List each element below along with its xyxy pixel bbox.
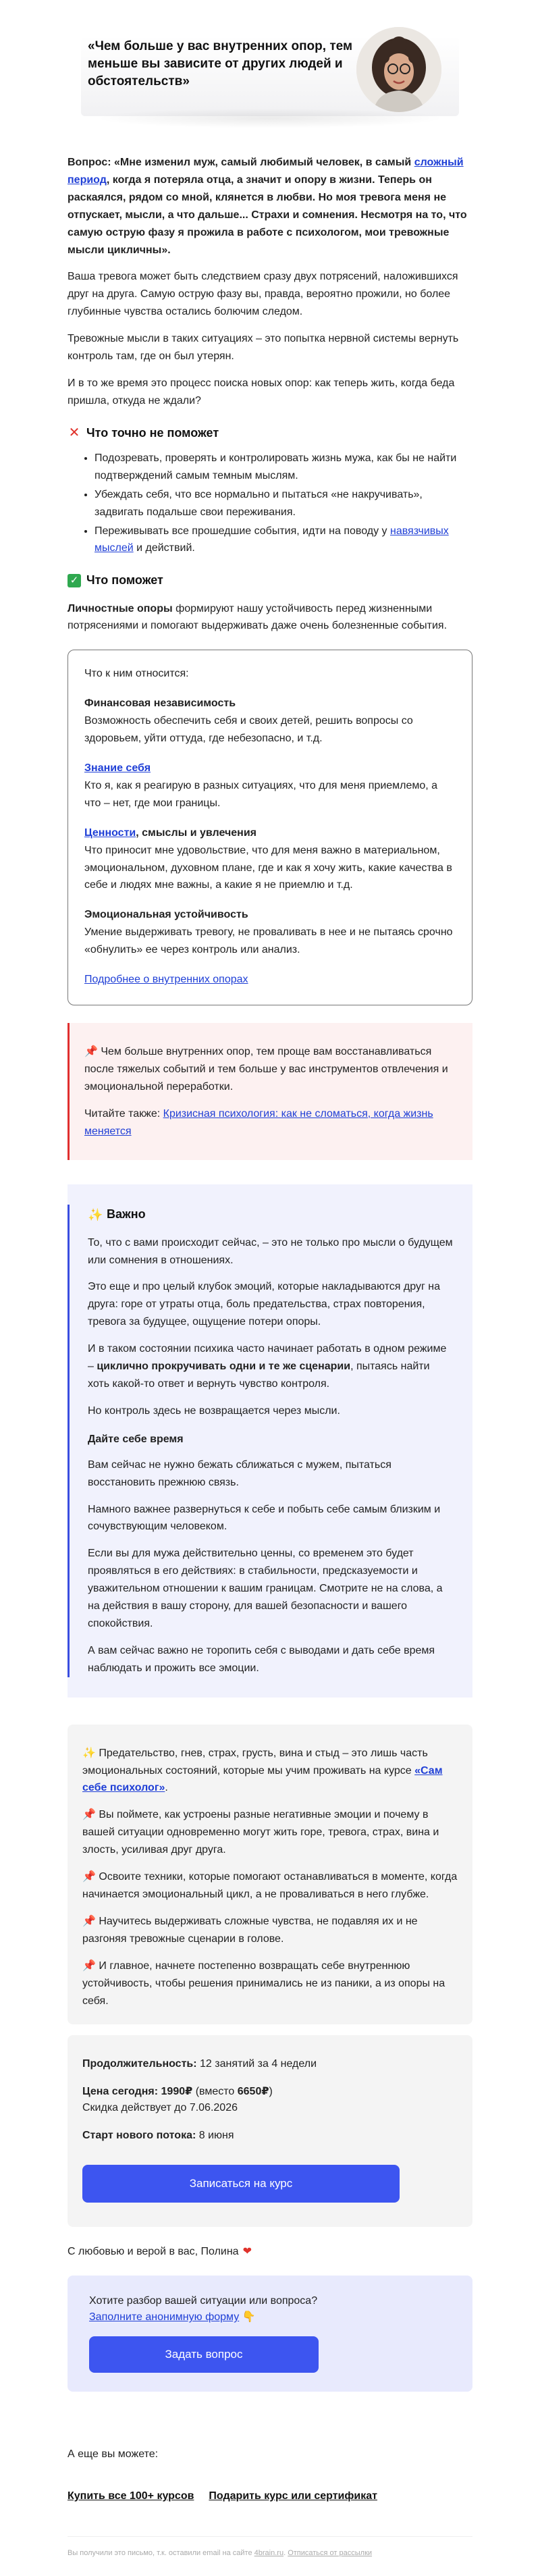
list-item: • Убеждать себя, что все нормально и пытаться «не накручивать», задвигать подальше свои переживания. [94,486,473,521]
important-paragraph: Если вы для мужа действительно ценны, со временем это будет проявляться в его действиях: в стабильности, предсказуемости и уважительном отношении к вашим границам. Смотрите не на слова, а на действия в вашу сторону, для вашей безопасности и вашего спокойствия. [88,1548,443,1629]
email-header [68,27,473,128]
important-paragraph: Намного важнее развернуться к себе и побыть себе самым близким и сочувствующим человеком. [88,1503,441,1533]
link-more-supports[interactable]: Подробнее о внутренних опорах [84,974,248,986]
support-text-emotional: Умение выдерживать тревогу, не проваливать в нее и не пытаясь срочно «обнулить» ее через контроль или анализ. [84,926,453,956]
intro-paragraph-1: Ваша тревога может быть следствием сразу двух потрясений, наложившихся друг на друга. Самую острую фазу вы, правда, вероятно прожили, но более глубинные чувства остались болючим следом. [68,271,458,318]
link-difficult-period[interactable]: сложный период [68,157,464,186]
support-title-self-knowledge [84,760,456,777]
give-time-heading: Дайте себе время [88,1433,184,1445]
heart-icon: ❤ [242,2246,252,2258]
support-text-self-knowledge: Кто я, как я реагирую в разных ситуациях, что для меня приемлемо, а что – нет, где мои границы. [84,779,438,809]
wont-help-list [68,450,473,557]
pin-note-text: 📌 Чем больше внутренних опор, тем проще вам восстанавливаться после тяжелых событий и тем больше у вас инструментов отвлечения и эмоциональной переработки. [84,1045,448,1093]
link-crisis-psychology[interactable]: Кризисная психология: как не сломаться, когда жизнь меняется [84,1107,433,1137]
list-item: • Переживывать все прошедшие события, идти на поводу у навязчивых мыслей и действий. [94,523,473,558]
signature: С любовью и верой в вас, Полина ❤ [68,2243,473,2261]
important-block [68,1184,473,1697]
intro-paragraph-2: Тревожные мысли в таких ситуациях – это попытка нервной системы вернуть контроль там, где он был утерян. [68,333,459,363]
header-title: «Чем больше у вас внутренних опор, тем меньше вы зависите от других людей и обстоятельств» [88,39,352,89]
support-text-values: Что приносит мне удовольствие, что для меня важно в материальном, эмоциональном, духовном плане, где и как я хочу жить, какие качества в себе и людях мне важны, а какие я не приемлю и т.д. [84,844,452,891]
important-paragraph: И в таком состоянии психика часто начинает работать в одном режиме – циклично прокручивать одни и те же сценарии, пытаясь найти хоть какой-то ответ и вернуть чувство контроля. [88,1343,447,1390]
pin-note [68,1023,473,1161]
author-avatar [356,27,441,112]
link-values[interactable]: Ценности [84,826,136,839]
email-footer: Вы получили это письмо, т.к. оставили email на сайте 4brain.ru. Отписаться от рассылки [68,2536,473,2576]
important-bar [68,1205,70,1677]
ask-question-block [68,2276,473,2392]
important-paragraph: А вам сейчас важно не торопить себя с выводами и дать себе время наблюдать и прожить все эмоции. [88,1644,435,1674]
support-title-finance: Финансовая независимость [84,698,236,710]
link-unsubscribe[interactable]: Отписаться от рассылки [288,2548,373,2557]
cross-mark-icon: ✕ [68,425,80,441]
pointing-down-icon: 👇 [242,2311,256,2323]
read-also: Читайте также: Кризисная психология: как не сломаться, когда жизнь меняется [84,1107,433,1137]
will-help-lead: Личностные опоры формируют нашу устойчивость перед жизненными потрясениями и помогают выдерживать даже очень болезненные события. [68,602,448,632]
important-paragraph: То, что с вами происходит сейчас, – это не только про мысли о будущем или сомнения в отношениях. [88,1236,453,1266]
list-item: • Подозревать, проверять и контролировать жизнь мужа, как бы не найти подтверждений самым темным мыслям. [94,450,473,485]
content-column [68,154,473,2576]
supports-more [84,971,456,989]
intro-paragraph-3: И в то же время это процесс поиска новых опор: как теперь жить, когда беда пришла, откуда не ждали? [68,377,455,406]
link-intrusive-thoughts[interactable]: навязчивых мыслей [94,525,449,554]
promo-item: 📌 Научитесь выдерживать сложные чувства, не подавляя их и не разгоняя тревожные сценарии в голове. [82,1915,418,1945]
link-gift-course[interactable]: Подарить курс или сертификат [209,2490,377,2502]
important-heading: ✨ Важно [88,1207,146,1222]
link-anonymous-form[interactable]: Заполните анонимную форму [89,2311,240,2323]
important-paragraph: Это еще и про целый клубок эмоций, которые накладываются друг на друга: горе от утраты отца, боль предательства, страх повторения, тревога за будущее, ощущение потери опоры. [88,1281,440,1328]
check-mark-icon: ✓ [68,574,81,587]
course-duration: Продолжительность: 12 занятий за 4 недели [82,2058,317,2070]
enroll-button[interactable]: Записаться на курс [82,2165,400,2203]
link-course[interactable]: «Сам себе психолог» [82,1764,443,1794]
link-buy-all-courses[interactable]: Купить все 100+ курсов [68,2490,194,2502]
will-help-heading: ✓ Что поможет [68,571,473,590]
email-page [0,27,540,2576]
supports-subtitle: Что к ним относится: [84,668,189,680]
promo-item: 📌 И главное, начнете постепенно возвращать себе внутреннюю устойчивость, чтобы решения принимались не из паники, а из опоры на себя. [82,1960,446,2007]
link-site[interactable]: 4brain.ru [254,2548,284,2557]
supports-card [68,650,473,1005]
discount-note: Скидка действует до 7.06.2026 [82,2102,238,2114]
promo-intro: ✨ Предательство, гнев, страх, грусть, вина и стыд – это лишь часть эмоциональных состояний, которые мы учим проживать на курсе «Сам себе психолог». [82,1747,443,1794]
price-block [68,2035,473,2227]
sparkles-icon: ✨ [88,1208,103,1222]
important-paragraph: Но контроль здесь не возвращается через мысли. [88,1404,340,1417]
reader-question: Вопрос: «Мне изменил муж, самый любимый человек, в самый сложный период, когда я потеряла отца, а значит и опору в жизни. Теперь он раскаялся, рядом со мной, клянется в любви. Но моя тревога меня не отпускает, мысли, а что дальше... Страхи и сомнения. Несмотря на то, что самую острую фазу я прожила в работе с психологом, мои тревожные мысли цикличны». [68,157,467,256]
support-title-emotional: Эмоциональная устойчивость [84,909,248,921]
promo-item: 📌 Вы поймете, как устроены разные негативные эмоции и почему в вашей ситуации одновременно могут жить горе, тревога, страх, вина и злость, усиливая друг друга. [82,1809,439,1856]
wont-help-heading: ✕ Что точно не поможет [68,425,219,441]
link-self-knowledge[interactable]: Знание себя [84,762,151,774]
also-text: А еще вы можете: [68,2448,159,2461]
ask-form-line [89,2309,452,2325]
support-title-values: Ценности, смыслы и увлечения [84,826,256,839]
footer-links [68,2488,473,2505]
important-paragraph: Вам сейчас не нужно бежать сближаться с мужем, пытаться восстановить прежнюю связь. [88,1458,392,1488]
ask-line: Хотите разбор вашей ситуации или вопроса? [89,2295,318,2307]
support-text-finance: Возможность обеспечить себя и своих детей, решить вопросы со здоровьем, уйти оттуда, где небезопасно, и т.д. [84,715,413,745]
course-start: Старт нового потока: 8 июня [82,2130,234,2142]
ask-question-button[interactable]: Задать вопрос [89,2336,319,2373]
promo-item: 📌 Освоите техники, которые помогают останавливаться в моменте, когда начинается эмоциональный цикл, а не проваливаться в него глубже. [82,1871,458,1900]
course-price: Цена сегодня: 1990₽ (вместо 6650₽) Скидка действует до 7.06.2026 [82,2086,273,2114]
course-promo [68,1725,473,2025]
